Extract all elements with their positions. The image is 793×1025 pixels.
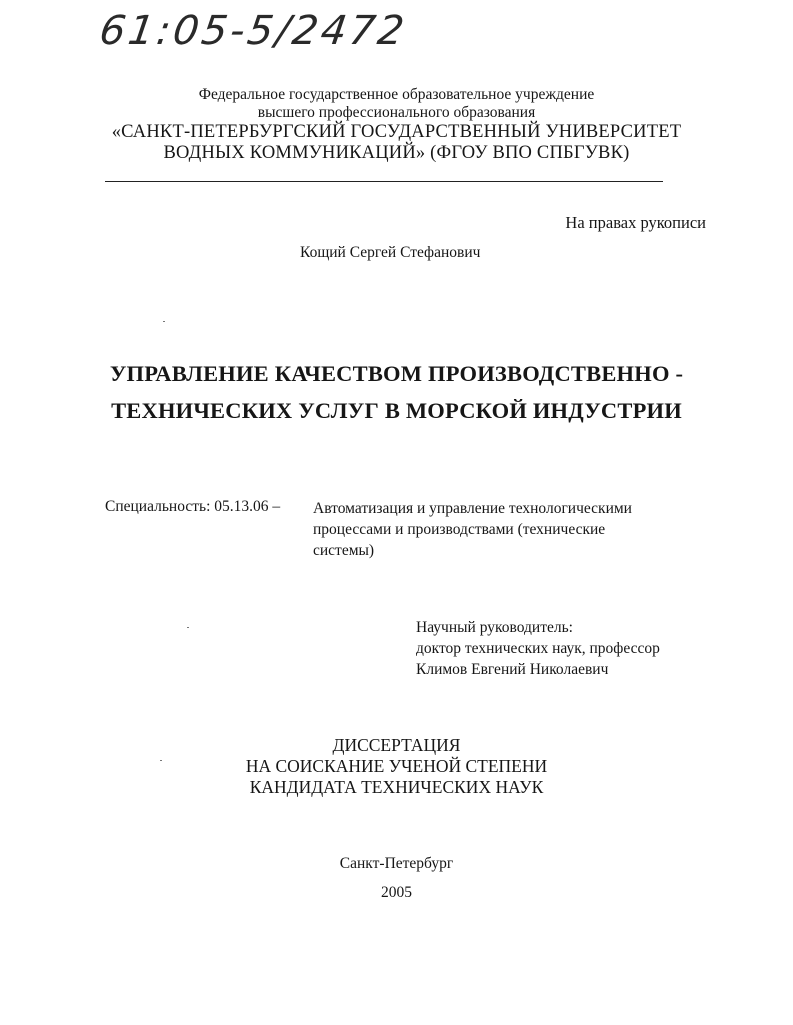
specialty-line-1: Автоматизация и управление технологическими xyxy=(313,500,632,517)
institution-line-1: Федеральное государственное образовательное учреждение xyxy=(198,86,595,103)
thesis-title-line-2: ТЕХНИЧЕСКИХ УСЛУГ В МОРСКОЙ ИНДУСТРИИ xyxy=(111,398,682,423)
institution-line-4: ВОДНЫХ КОММУНИКАЦИЙ» (ФГОУ ВПО СПБГУВК) xyxy=(163,143,630,163)
year: 2005 xyxy=(381,884,412,901)
handwritten-code-text: 61:05-5/2472 xyxy=(96,8,410,54)
supervisor-label: Научный руководитель: xyxy=(416,619,573,636)
specialty-description xyxy=(313,498,713,561)
institution-line-3: «САНКТ-ПЕТЕРБУРГСКИЙ ГОСУДАРСТВЕННЫЙ УНИВЕРСИТЕТ xyxy=(111,122,682,142)
supervisor-degree: доктор технических наук, профессор xyxy=(416,640,660,657)
author-name: Кощий Сергей Стефанович xyxy=(300,244,481,261)
city: Санкт-Петербург xyxy=(339,855,454,872)
supervisor-name: Климов Евгений Николаевич xyxy=(416,661,609,678)
specialty-label: Специальность: 05.13.06 – xyxy=(105,498,281,515)
scan-speck xyxy=(163,321,165,322)
institution-header xyxy=(0,86,793,164)
manuscript-rights: На правах рукописи xyxy=(565,213,706,232)
specialty-line-2: процессами и производствами (технические xyxy=(313,521,606,538)
scan-speck xyxy=(187,627,189,628)
dissertation-block xyxy=(0,735,793,798)
dissertation-line-2: НА СОИСКАНИЕ УЧЕНОЙ СТЕПЕНИ xyxy=(245,756,548,776)
handwritten-catalog-number xyxy=(96,8,480,78)
specialty-line-3: системы) xyxy=(313,542,375,559)
institution-line-2: высшего профессионального образования xyxy=(257,104,536,121)
supervisor-block xyxy=(416,617,660,680)
dissertation-line-3: КАНДИДАТА ТЕХНИЧЕСКИХ НАУК xyxy=(249,777,544,797)
header-divider xyxy=(105,181,663,182)
thesis-title-line-1: УПРАВЛЕНИЕ КАЧЕСТВОМ ПРОИЗВОДСТВЕННО - xyxy=(109,361,684,386)
dissertation-line-1: ДИССЕРТАЦИЯ xyxy=(332,735,461,755)
